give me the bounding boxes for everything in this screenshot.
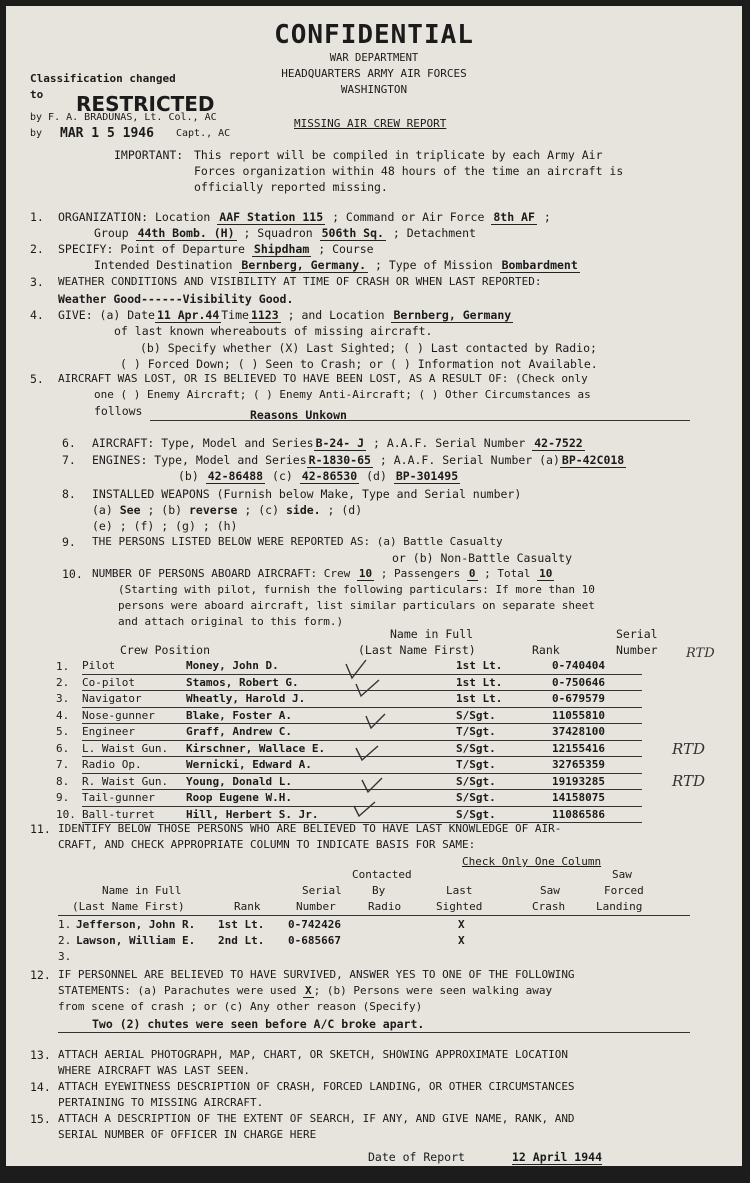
- s6-number: 6.: [62, 436, 76, 450]
- s3-number: 3.: [30, 275, 44, 289]
- footer-date-label: Date of Report: [368, 1150, 465, 1164]
- crew-row-name: Wheatly, Harold J.: [186, 691, 456, 708]
- s4-line1: GIVE: (a) Date 11 Apr.44 Time 1123 ; and Location Bernberg, Germany: [58, 308, 512, 322]
- s11-row-name: Lawson, William E.: [76, 934, 196, 947]
- crew-row-position: Pilot: [82, 658, 186, 674]
- s10-line3: persons were aboard aircraft, list similar particulars on separate sheet: [118, 599, 595, 612]
- stamp-by: by: [30, 128, 43, 139]
- crew-row-name: Graff, Andrew C.: [186, 724, 456, 741]
- s8-number: 8.: [62, 487, 76, 501]
- important-line1: This report will be compiled in triplicate by each Army Air: [194, 148, 603, 162]
- stamp-date: MAR 1 5 1946: [60, 126, 154, 141]
- s11-row-rank: 1st Lt.: [218, 918, 265, 931]
- s2-mission: Bombardment: [501, 258, 578, 272]
- s15-number: 15.: [30, 1112, 51, 1126]
- s14-line2: PERTAINING TO MISSING AIRCRAFT.: [58, 1096, 264, 1109]
- crew-row-position: R. Waist Gun.: [82, 773, 186, 790]
- s11-h-forced1: Saw: [612, 868, 632, 881]
- stamp-line1: Classification changed: [30, 72, 176, 85]
- crew-header-name1: Name in Full: [390, 627, 474, 641]
- crew-row-rank: 1st Lt.: [456, 674, 552, 691]
- s7-b: 42-86488: [207, 469, 264, 483]
- s10-total: 10: [539, 567, 553, 580]
- crew-row-number: 6.: [56, 741, 70, 755]
- s1-number: 1.: [30, 210, 44, 224]
- s11-row-serial: 0-685667: [288, 934, 341, 947]
- s11-row-serial: 0-742426: [288, 918, 341, 931]
- stamp-capt: Capt., AC: [176, 128, 231, 139]
- handwritten-rtd-2: RTD: [672, 740, 706, 758]
- crew-row-serial: 19193285: [552, 773, 642, 790]
- s9-label: THE PERSONS LISTED BELOW WERE REPORTED AS: (a) Battle Casualty: [92, 535, 503, 548]
- s11-row-last-sighted-mark: X: [458, 918, 465, 931]
- crew-header-serial2: Number: [616, 643, 658, 657]
- s11-h-serial2: Number: [296, 900, 336, 913]
- department-heading: WAR DEPARTMENT: [329, 52, 419, 64]
- s1-command: 8th AF: [493, 210, 535, 224]
- crew-row-serial: 11086586: [552, 806, 642, 823]
- s9-line2: or (b) Non-Battle Casualty: [392, 551, 573, 565]
- crew-row-number: 8.: [56, 774, 70, 788]
- crew-row-serial: 11055810: [552, 707, 642, 724]
- crew-header-position: Crew Position: [120, 643, 211, 657]
- s8-label: INSTALLED WEAPONS (Furnish below Make, Type and Serial number): [92, 487, 522, 501]
- crew-row-number: 1.: [56, 659, 70, 673]
- s11-row-number: 3.: [58, 950, 72, 963]
- s2-number: 2.: [30, 242, 44, 256]
- s11-row-rank: 2nd Lt.: [218, 934, 265, 947]
- crew-row-number: 3.: [56, 692, 70, 706]
- s1-location: AAF Station 115: [219, 210, 324, 224]
- s8-row2: (e) ; (f) ; (g) ; (h): [92, 519, 238, 533]
- crew-row-rank: 1st Lt.: [456, 691, 552, 708]
- crew-row-rank: T/Sgt.: [456, 724, 552, 741]
- s15-line1: ATTACH A DESCRIPTION OF THE EXTENT OF SEARCH, IF ANY, AND GIVE NAME, RANK, AND: [58, 1112, 575, 1125]
- s6-model: B-24- J: [315, 436, 365, 450]
- crew-row-serial: 14158075: [552, 790, 642, 807]
- crew-row-number: 9.: [56, 791, 70, 805]
- s11-h-contacted3: Radio: [368, 900, 402, 913]
- s12-line4: Two (2) chutes were seen before A/C broke apart.: [92, 1017, 425, 1031]
- missing-air-crew-report-page: [6, 6, 742, 1166]
- s11-h-serial1: Serial: [302, 884, 342, 897]
- crew-row-number: 10.: [56, 807, 76, 821]
- s10-crew: 10: [358, 567, 373, 580]
- crew-row-rank: S/Sgt.: [456, 740, 552, 757]
- crew-row-serial: 0-750646: [552, 674, 642, 691]
- s12-line1: IF PERSONNEL ARE BELIEVED TO HAVE SURVIVED, ANSWER YES TO ONE OF THE FOLLOWING: [58, 968, 575, 981]
- crew-row-serial: 37428100: [552, 724, 642, 741]
- crew-row-position: Nose-gunner: [82, 707, 186, 724]
- s1-group: 44th Bomb. (H): [137, 226, 235, 240]
- crew-row-number: 5.: [56, 725, 70, 739]
- s1-line1: ORGANIZATION: Location AAF Station 115 ; Command or Air Force 8th AF ;: [58, 210, 551, 224]
- s11-h-rank: Rank: [234, 900, 261, 913]
- crew-header-serial1: Serial: [616, 627, 658, 641]
- s3-value: Weather Good------Visibility Good.: [58, 292, 294, 306]
- s11-check-only: Check Only One Column: [462, 855, 602, 868]
- s4-time: 1123: [250, 308, 279, 322]
- s13-number: 13.: [30, 1048, 51, 1062]
- confidential-heading: CONFIDENTIAL: [274, 20, 474, 50]
- s7-number: 7.: [62, 453, 76, 467]
- crew-row-number: 7.: [56, 758, 70, 772]
- crew-row-position: Ball-turret: [82, 806, 186, 823]
- handwritten-rtd-1: RTD: [686, 646, 715, 661]
- s11-row-last-sighted-mark: X: [458, 934, 465, 947]
- s7-line2: (b) 42-86488 (c) 42-86530 (d) BP-301495: [178, 469, 459, 483]
- s11-row-number: 2.: [58, 934, 72, 947]
- s4-line2: of last known whereabouts of missing aircraft.: [114, 324, 433, 338]
- crew-row-rank: S/Sgt.: [456, 773, 552, 790]
- crew-row-name: Kirschner, Wallace E.: [186, 740, 456, 757]
- crew-row-serial: 0-740404: [552, 658, 642, 674]
- s5-line3: follows: [94, 404, 143, 418]
- crew-row-name: Roop Eugene W.H.: [186, 790, 456, 807]
- s11-h-name1: Name in Full: [102, 884, 182, 897]
- s4-line4: ( ) Forced Down; ( ) Seen to Crash; or ( ) Information not Available.: [120, 357, 598, 371]
- s11-row-number: 1.: [58, 918, 72, 931]
- handwritten-rtd-3: RTD: [672, 772, 706, 790]
- crew-row-position: Co-pilot: [82, 674, 186, 691]
- s11-line1: IDENTIFY BELOW THOSE PERSONS WHO ARE BELIEVED TO HAVE LAST KNOWLEDGE OF AIR-: [58, 822, 562, 835]
- crew-row-number: 4.: [56, 708, 70, 722]
- s10-line1: NUMBER OF PERSONS ABOARD AIRCRAFT: Crew 10 ; Passengers 0 ; Total 10: [92, 567, 553, 580]
- crew-row-rank: S/Sgt.: [456, 806, 552, 823]
- crew-row-position: Navigator: [82, 691, 186, 708]
- s11-line2: CRAFT, AND CHECK APPROPRIATE COLUMN TO INDICATE BASIS FOR SAME:: [58, 838, 476, 851]
- crew-row-number: 2.: [56, 675, 70, 689]
- s4-date: 11 Apr.44: [156, 308, 220, 322]
- crew-row-serial: 12155416: [552, 740, 642, 757]
- s10-number: 10.: [62, 567, 83, 581]
- crew-row-name: Wernicki, Edward A.: [186, 757, 456, 774]
- s4-number: 4.: [30, 308, 44, 322]
- crew-header-name2: (Last Name First): [358, 643, 476, 657]
- s2-line1: SPECIFY: Point of Departure Shipdham ; Course: [58, 242, 374, 256]
- s14-number: 14.: [30, 1080, 51, 1094]
- crew-row-name: Stamos, Robert G.: [186, 674, 456, 691]
- crew-row-rank: 1st Lt.: [456, 658, 552, 674]
- s2-destination: Bernberg, Germany.: [241, 258, 367, 272]
- crew-row-name: Blake, Foster A.: [186, 707, 456, 724]
- s11-h-contacted2: By: [372, 884, 386, 897]
- s7-a: BP-42C018: [561, 453, 625, 467]
- footer-date: 12 April 1944: [512, 1150, 603, 1164]
- crew-row-name: Money, John D.: [186, 658, 456, 674]
- s5-line1: AIRCRAFT WAS LOST, OR IS BELIEVED TO HAVE BEEN LOST, AS A RESULT OF: (Check only: [58, 372, 588, 385]
- s10-line2: (Starting with pilot, furnish the following particulars: If more than 10: [118, 583, 595, 596]
- s11-row-name: Jefferson, John R.: [76, 918, 196, 931]
- s8-row1: (a) See ; (b) reverse ; (c) side. ; (d): [92, 503, 363, 517]
- s7-d: BP-301495: [395, 469, 459, 483]
- s11-h-forced2: Forced: [604, 884, 644, 897]
- s10-passengers: 0: [468, 567, 476, 580]
- s7-line1: ENGINES: Type, Model and Series R-1830-65 ; A.A.F. Serial Number (a) BP-42C018: [92, 453, 625, 467]
- city-heading: WASHINGTON: [340, 83, 408, 96]
- crew-header-rank: Rank: [532, 643, 560, 657]
- s5-number: 5.: [30, 372, 44, 386]
- s6-line: AIRCRAFT: Type, Model and Series B-24- J ; A.A.F. Serial Number 42-7522: [92, 436, 583, 450]
- s11-h-last2: Sighted: [436, 900, 483, 913]
- s5-reason: Reasons Unkown: [250, 408, 347, 422]
- s2-departure: Shipdham: [253, 242, 310, 256]
- s11-h-name2: (Last Name First): [72, 900, 185, 913]
- s11-h-forced3: Landing: [596, 900, 643, 913]
- s9-number: 9.: [62, 535, 76, 549]
- s15-line2: SERIAL NUMBER OF OFFICER IN CHARGE HERE: [58, 1128, 317, 1141]
- s11-h-saw1: Saw: [540, 884, 560, 897]
- s7-model: R-1830-65: [308, 453, 371, 467]
- s4-location: Bernberg, Germany: [393, 308, 512, 322]
- hq-heading: HEADQUARTERS ARMY AIR FORCES: [281, 67, 467, 80]
- important-line3: officially reported missing.: [194, 180, 388, 194]
- s12-line3: from scene of crash ; or (c) Any other reason (Specify): [58, 1000, 423, 1013]
- s6-serial: 42-7522: [534, 436, 583, 450]
- s10-line4: and attach original to this form.): [118, 615, 344, 628]
- s7-c: 42-86530: [301, 469, 358, 483]
- important-line2: Forces organization within 48 hours of the time an aircraft is: [194, 164, 624, 178]
- crew-row-position: Tail-gunner: [82, 790, 186, 807]
- s1-squadron: 506th Sq.: [321, 226, 384, 240]
- s11-h-contacted1: Contacted: [352, 868, 412, 881]
- crew-row-name: Hill, Herbert S. Jr.: [186, 806, 456, 823]
- s12-line2: STATEMENTS: (a) Parachutes were used X ; (b) Persons were seen walking away: [58, 984, 553, 997]
- crew-row-position: Engineer: [82, 724, 186, 741]
- crew-row-rank: S/Sgt.: [456, 790, 552, 807]
- crew-row-serial: 0-679579: [552, 691, 642, 708]
- s11-h-saw2: Crash: [532, 900, 566, 913]
- s1-line2: Group 44th Bomb. (H) ; Squadron 506th Sq. ; Detachment: [94, 226, 476, 240]
- s13-line2: WHERE AIRCRAFT WAS LAST SEEN.: [58, 1064, 251, 1077]
- s13-line1: ATTACH AERIAL PHOTOGRAPH, MAP, CHART, OR SKETCH, SHOWING APPROXIMATE LOCATION: [58, 1048, 568, 1061]
- crew-row-position: L. Waist Gun.: [82, 740, 186, 757]
- handwritten-check-marks: [336, 656, 536, 826]
- report-title: MISSING AIR CREW REPORT: [294, 117, 447, 130]
- stamp-to: to: [30, 88, 44, 101]
- crew-row-serial: 32765359: [552, 757, 642, 774]
- crew-row-position: Radio Op.: [82, 757, 186, 774]
- s3-label: WEATHER CONDITIONS AND VISIBILITY AT TIME OF CRASH OR WHEN LAST REPORTED:: [58, 275, 542, 288]
- s5-line2: one ( ) Enemy Aircraft; ( ) Enemy Anti-Aircraft; ( ) Other Circumstances as: [94, 388, 591, 401]
- stamp-restricted: RESTRICTED: [76, 92, 215, 116]
- stamp-line3: by F. A. BRADUNAS, Lt. Col., AC: [30, 112, 217, 123]
- crew-row-rank: T/Sgt.: [456, 757, 552, 774]
- s12-number: 12.: [30, 968, 51, 982]
- important-label: IMPORTANT:: [114, 148, 184, 162]
- s11-number: 11.: [30, 822, 51, 836]
- crew-row-name: Young, Donald L.: [186, 773, 456, 790]
- s14-line1: ATTACH EYEWITNESS DESCRIPTION OF CRASH, FORCED LANDING, OR OTHER CIRCUMSTANCES: [58, 1080, 575, 1093]
- s4-line3: (b) Specify whether (X) Last Sighted; ( ) Last contacted by Radio;: [140, 341, 597, 355]
- crew-row-rank: S/Sgt.: [456, 707, 552, 724]
- s2-line2: Intended Destination Bernberg, Germany. ; Type of Mission Bombardment: [94, 258, 578, 272]
- s11-h-last1: Last: [446, 884, 473, 897]
